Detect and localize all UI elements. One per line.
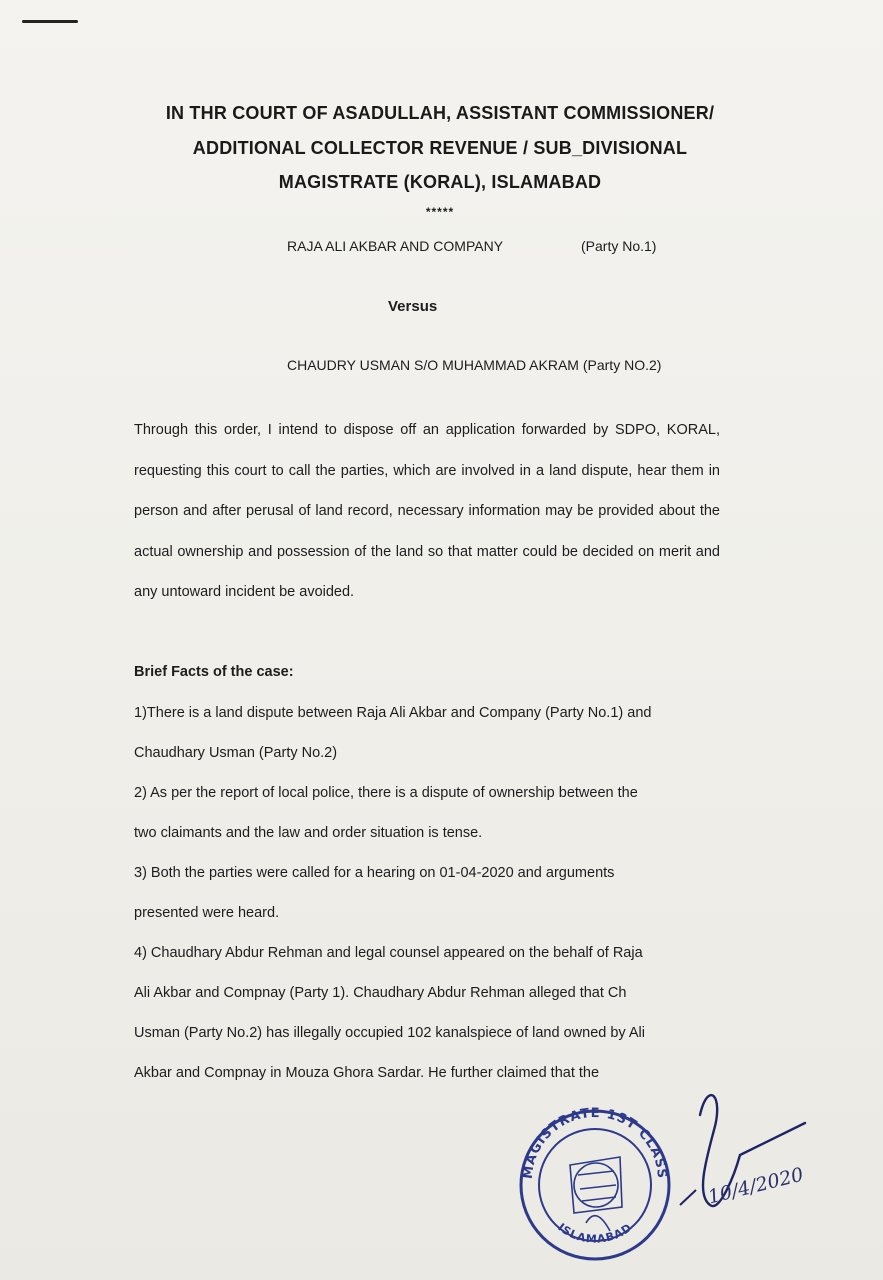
fact-1-line-1: 1)There is a land dispute between Raja Ali Akbar and Company (Party No.1) and	[134, 705, 652, 721]
fact-4-line-2: Ali Akbar and Compnay (Party 1). Chaudhary Abdur Rehman alleged that Ch	[134, 985, 627, 1001]
party-1-label: (Party No.1)	[581, 238, 657, 254]
stamp-bottom-text: ISLAMABAD	[555, 1220, 635, 1246]
intro-paragraph: Through this order, I intend to dispose off an application forwarded by SDPO, KORAL, requesting this court to call the parties, which are involved in a land dispute, hear them in person and after perusal of land record, necessary information may be provided about the actual ownership and possession of the land so that matter could be decided on merit and any untoward incident be avoided.	[134, 422, 720, 600]
party-2: CHAUDRY USMAN S/O MUHAMMAD AKRAM (Party NO.2)	[287, 357, 662, 373]
fact-2-line-2: two claimants and the law and order situation is tense.	[134, 825, 483, 841]
fact-3-line-1: 3) Both the parties were called for a hearing on 01-04-2020 and arguments	[134, 865, 615, 881]
court-title-line-1: IN THR COURT OF ASADULLAH, ASSISTANT COMMISSIONER/	[165, 103, 715, 123]
scan-mark	[22, 20, 78, 23]
court-title-line-2: ADDITIONAL COLLECTOR REVENUE / SUB_DIVISIONAL	[192, 138, 688, 158]
facts-heading: Brief Facts of the case:	[134, 664, 294, 680]
party-1-name: RAJA ALI AKBAR AND COMPANY	[287, 238, 504, 254]
stamp-top-text: MAGISTRATE 1ST CLASS	[520, 1105, 670, 1180]
court-title-line-3: MAGISTRATE (KORAL), ISLAMABAD	[278, 172, 602, 192]
fact-2-line-1: 2) As per the report of local police, there is a dispute of ownership between the	[134, 785, 638, 801]
fact-4-line-1: 4) Chaudhary Abdur Rehman and legal counsel appeared on the behalf of Raja	[134, 945, 643, 961]
svg-text:ISLAMABAD	[555, 1221, 634, 1246]
fact-4-line-4: Akbar and Compnay in Mouza Ghora Sardar. He further claimed that the	[134, 1065, 600, 1081]
signature-date: 10/4/2020	[705, 1163, 806, 1209]
fact-3-line-2: presented were heard.	[134, 905, 280, 921]
emblem-icon	[570, 1157, 622, 1231]
fact-4-line-3: Usman (Party No.2) has illegally occupied 102 kanalspiece of land owned by Ali	[134, 1025, 646, 1041]
versus-label: Versus	[388, 298, 438, 315]
fact-1-line-2: Chaudhary Usman (Party No.2)	[134, 745, 338, 761]
title-separator: *****	[425, 205, 455, 219]
